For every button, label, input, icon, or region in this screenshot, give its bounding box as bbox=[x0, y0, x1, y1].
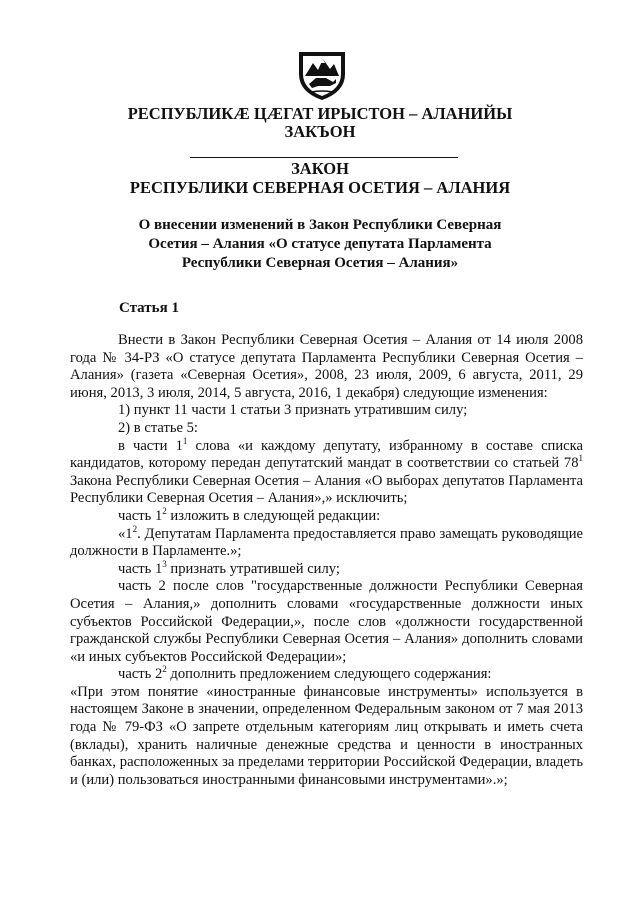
paragraph-part-1-3: часть $1^3$ признать утратившей силу; bbox=[118, 558, 340, 577]
paragraph-quote: «При этом понятие «иностранные финансовые инструменты» используется в настоящем Законе в значении, определенном Федеральным законом от 7 мая 2013 года № 79-ФЗ «О запрете отдельным категориям лиц открывать и иметь счета (вклады), хранить наличные денежные средства и ценности в иностранных банках, расположенных за пределами территории Российской Федерации, владеть и (или) пользоваться иностранными финансовыми инструментами».»; bbox=[70, 683, 583, 788]
coat-of-arms-icon bbox=[296, 48, 348, 102]
article-text bbox=[70, 315, 583, 789]
article-heading: Статья 1 bbox=[119, 300, 179, 316]
subject-line: О внесении изменений в Закон Республики Северная bbox=[138, 217, 502, 233]
law-title: ЗАКОН bbox=[291, 159, 349, 178]
paragraph-part-1-1: в части $1^1$ слова «и каждому депутату, избранному в составе списка кандидатов, которому передан депутатский мандат в соответствии со статьей $78^1$ Закона Республики Северная Осетия – Алания «О выборах депутатов Парламента Республики Северная Осетия – Алания»,» исключить; bbox=[70, 435, 583, 507]
paragraph-part-1-2: часть $1^2$ изложить в следующей редакции: bbox=[118, 505, 381, 524]
ossetian-law-word: ЗАКЪОН bbox=[284, 122, 356, 141]
paragraph-part-2-2: часть $2^2$ дополнить предложением следующего содержания: bbox=[118, 664, 492, 683]
paragraph-item-2: 2) в статье 5: bbox=[118, 419, 198, 436]
subject-line: Республики Северная Осетия – Алания» bbox=[181, 255, 459, 271]
subject-line: Осетия – Алания «О статусе депутата Парламента bbox=[148, 236, 492, 252]
republic-title: РЕСПУБЛИКИ СЕВЕРНАЯ ОСЕТИЯ – АЛАНИЯ bbox=[129, 178, 511, 197]
paragraph-new-text: «$1^2$. Депутатам Парламента предоставляется право замещать руководящие должности в Парламенте.»; bbox=[70, 523, 583, 560]
paragraph-part-2: часть 2 после слов "государственные должности Республики Северная Осетия – Алания,» дополнить словами «государственные должности иных субъектов Российской Федерации,», после слов «должности государственной гражданской службы Республики Северная Осетия – Алания» дополнить словами «и иных субъектов Российской Федерации»; bbox=[70, 578, 583, 665]
header-divider bbox=[190, 157, 458, 158]
paragraph-item-1: 1) пункт 11 части 1 статьи 3 признать утратившим силу; bbox=[118, 402, 468, 419]
paragraph-intro: Внести в Закон Республики Северная Осетия – Алания от 14 июля 2008 года № 34-РЗ «О статусе депутата Парламента Республики Северная Осетия – Алания» (газета «Северная Осетия», 2008, 23 июля, 2009, 6 августа, 2011, 29 июня, 2013, 3 июля, 2014, 5 августа, 2016, 1 декабря) следующие изменения: bbox=[70, 332, 583, 401]
ossetian-republic-title: РЕСПУБЛИКӔ ЦӔГАТ ИРЫСТОН – АЛАНИЙЫ bbox=[127, 104, 513, 123]
